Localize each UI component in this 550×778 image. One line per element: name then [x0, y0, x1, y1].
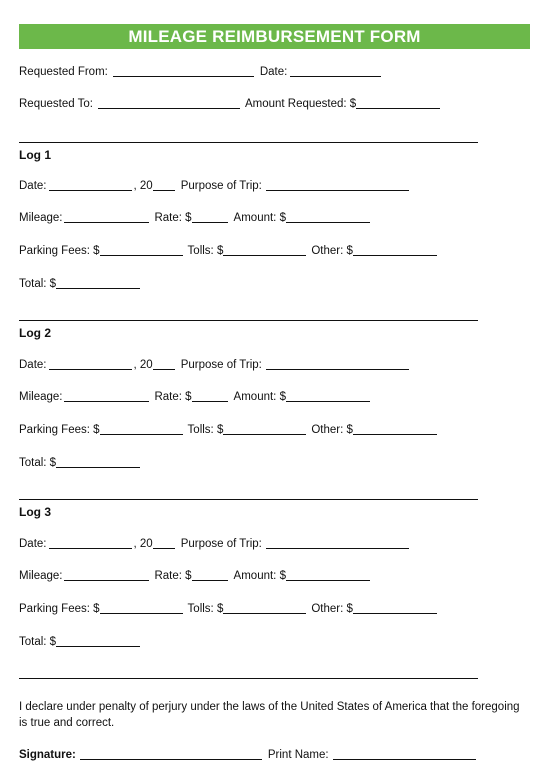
header-date-label: Date: — [259, 66, 288, 78]
log-amount-label: Amount: $ — [233, 570, 286, 582]
requested-from-label: Requested From: — [19, 66, 108, 78]
log-purpose-field[interactable] — [266, 358, 409, 370]
log-tolls-label: Tolls: $ — [187, 603, 224, 615]
log-purpose-field[interactable] — [266, 537, 409, 549]
log-rate-label: Rate: $ — [154, 570, 192, 582]
log-year-field[interactable] — [153, 179, 175, 191]
section-divider — [19, 678, 478, 679]
log-other-field[interactable] — [353, 244, 437, 256]
log-other-field[interactable] — [353, 602, 437, 614]
print-name-field[interactable] — [333, 748, 476, 760]
header-date-field[interactable] — [290, 65, 381, 77]
log-total-field[interactable] — [56, 277, 140, 289]
log-mileage-label: Mileage: — [19, 212, 63, 224]
log-date-field[interactable] — [49, 179, 132, 191]
log-parking-field[interactable] — [100, 602, 183, 614]
log-year-prefix: , 20 — [133, 538, 153, 550]
log-date-field[interactable] — [49, 537, 132, 549]
declaration-text: I declare under penalty of perjury under the laws of the United States of America that the foregoing is true and correct. — [19, 701, 520, 729]
log-heading: Log 3 — [19, 505, 51, 519]
log-parking-label: Parking Fees: $ — [19, 245, 100, 257]
log-purpose-label: Purpose of Trip: — [180, 359, 262, 371]
log-total-label: Total: $ — [19, 278, 57, 290]
amount-requested-label: Amount Requested: $ — [244, 98, 357, 110]
log-amount-field[interactable] — [286, 390, 370, 402]
log-heading: Log 2 — [19, 326, 51, 340]
log1-date-row — [19, 178, 411, 194]
form-title: MILEAGE REIMBURSEMENT FORM — [19, 24, 530, 49]
log2-total-row — [19, 455, 142, 471]
print-name-label: Print Name: — [267, 749, 329, 761]
log-year-prefix: , 20 — [133, 180, 153, 192]
log-amount-field[interactable] — [286, 569, 370, 581]
log-mileage-field[interactable] — [64, 569, 149, 581]
log-mileage-label: Mileage: — [19, 570, 63, 582]
log-rate-label: Rate: $ — [154, 391, 192, 403]
requested-to-row — [19, 96, 442, 112]
signature-label: Signature: — [19, 749, 76, 761]
log-tolls-field[interactable] — [223, 244, 306, 256]
log-purpose-field[interactable] — [266, 179, 409, 191]
log-rate-field[interactable] — [192, 211, 228, 223]
log-other-label: Other: $ — [311, 424, 353, 436]
signature-field[interactable] — [80, 748, 262, 760]
amount-requested-field[interactable] — [356, 97, 440, 109]
log-amount-label: Amount: $ — [233, 391, 286, 403]
log-date-label: Date: — [19, 180, 47, 192]
log-date-field[interactable] — [49, 358, 132, 370]
log-date-label: Date: — [19, 359, 47, 371]
log-tolls-label: Tolls: $ — [187, 245, 224, 257]
log3-date-row — [19, 536, 411, 552]
log-year-prefix: , 20 — [133, 359, 153, 371]
log-other-label: Other: $ — [311, 603, 353, 615]
log2-fees-row — [19, 422, 439, 438]
log-mileage-field[interactable] — [64, 390, 149, 402]
requested-from-row — [19, 64, 383, 80]
log-rate-field[interactable] — [192, 390, 228, 402]
log-rate-label: Rate: $ — [154, 212, 192, 224]
log-parking-field[interactable] — [100, 423, 183, 435]
log-total-label: Total: $ — [19, 636, 57, 648]
log2-mileage-row — [19, 389, 372, 405]
log-total-field[interactable] — [56, 456, 140, 468]
log-year-field[interactable] — [153, 537, 175, 549]
log-amount-label: Amount: $ — [233, 212, 286, 224]
log-purpose-label: Purpose of Trip: — [180, 180, 262, 192]
requested-from-field[interactable] — [113, 65, 254, 77]
log1-total-row — [19, 276, 142, 292]
log-other-field[interactable] — [353, 423, 437, 435]
requested-to-label: Requested To: — [19, 98, 93, 110]
log-tolls-field[interactable] — [223, 423, 306, 435]
log3-total-row — [19, 634, 142, 650]
log-parking-label: Parking Fees: $ — [19, 424, 100, 436]
log-mileage-field[interactable] — [64, 211, 149, 223]
log-purpose-label: Purpose of Trip: — [180, 538, 262, 550]
log-mileage-label: Mileage: — [19, 391, 63, 403]
log3-fees-row — [19, 601, 439, 617]
log-amount-field[interactable] — [286, 211, 370, 223]
log-total-field[interactable] — [56, 635, 140, 647]
log1-mileage-row — [19, 210, 372, 226]
log-other-label: Other: $ — [311, 245, 353, 257]
log-date-label: Date: — [19, 538, 47, 550]
log-parking-field[interactable] — [100, 244, 183, 256]
section-divider — [19, 142, 478, 143]
log-heading: Log 1 — [19, 148, 51, 162]
log2-date-row — [19, 357, 411, 373]
log-rate-field[interactable] — [192, 569, 228, 581]
section-divider — [19, 499, 478, 500]
log-tolls-label: Tolls: $ — [187, 424, 224, 436]
log1-fees-row — [19, 243, 439, 259]
log-total-label: Total: $ — [19, 457, 57, 469]
log-year-field[interactable] — [153, 358, 175, 370]
log-tolls-field[interactable] — [223, 602, 306, 614]
log-parking-label: Parking Fees: $ — [19, 603, 100, 615]
log3-mileage-row — [19, 568, 372, 584]
signature-row — [19, 747, 478, 763]
section-divider — [19, 320, 478, 321]
requested-to-field[interactable] — [98, 97, 240, 109]
